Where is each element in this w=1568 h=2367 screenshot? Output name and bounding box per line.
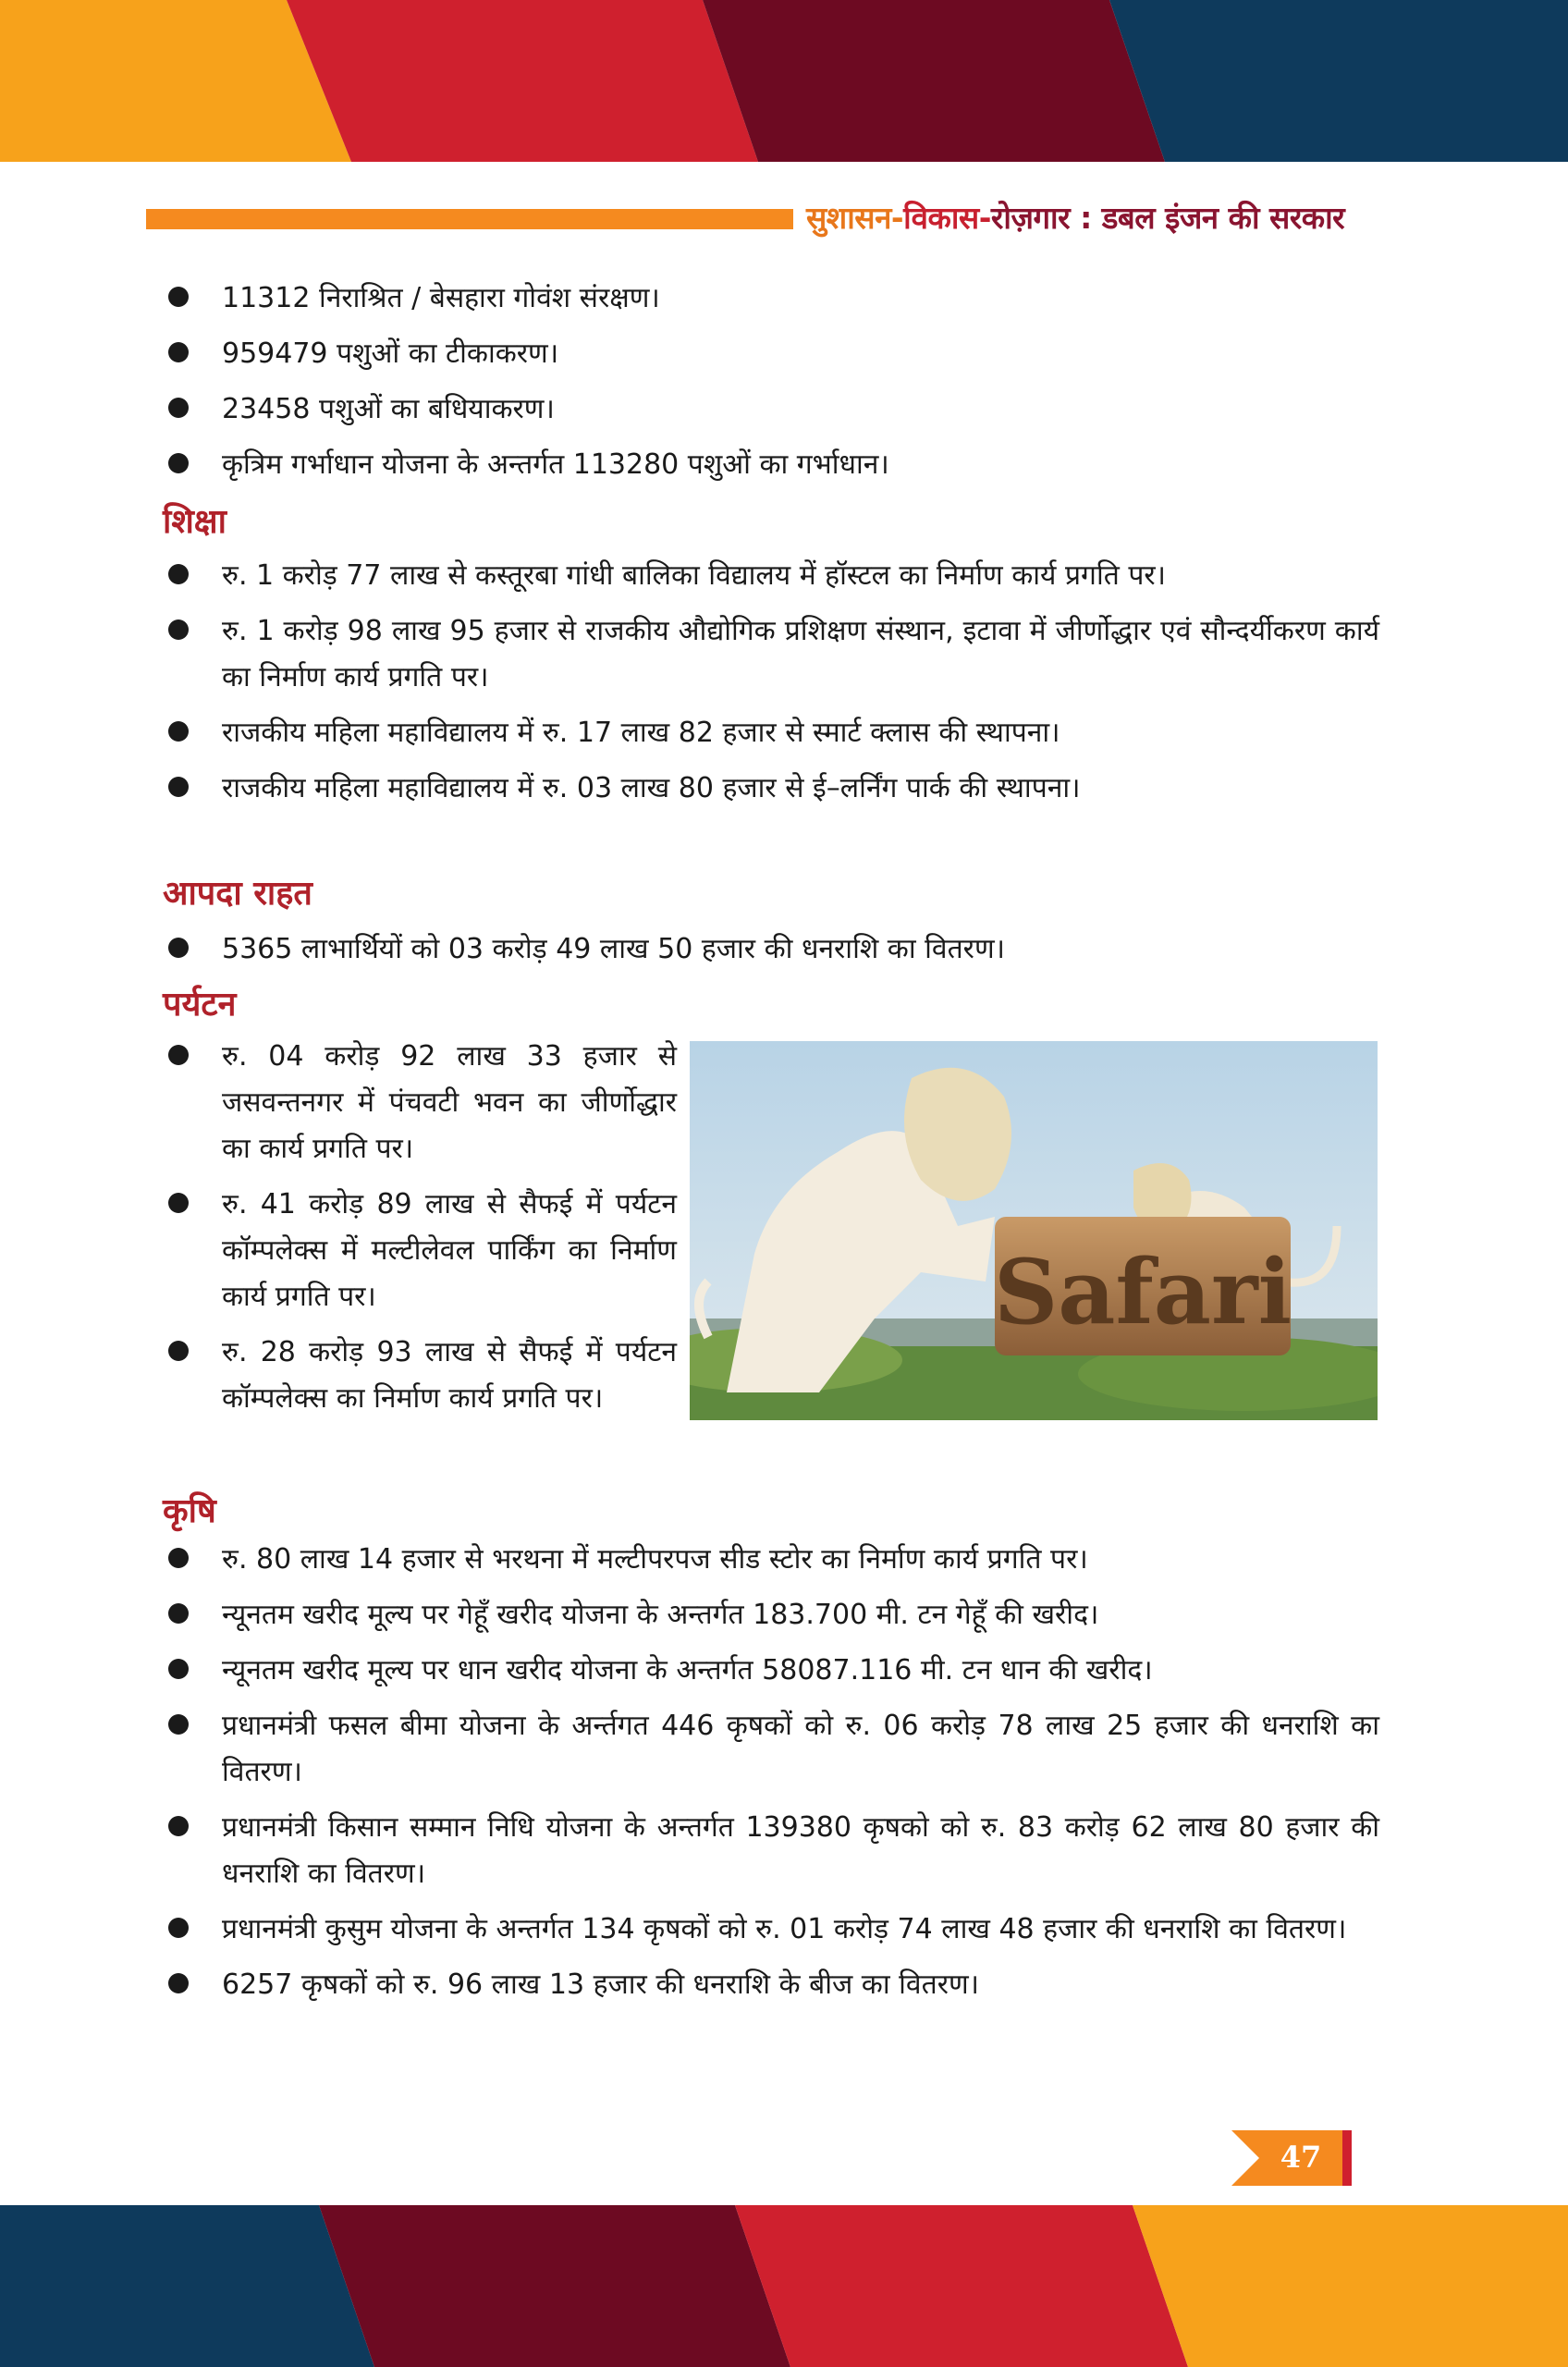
- list-item: रु. 04 करोड़ 92 लाख 33 हजार से जसवन्तनगर में पंचवटी भवन का जीर्णोद्धार का कार्य प्रगति पर।: [163, 1034, 677, 1172]
- list-item: 23458 पशुओं का बधियाकरण।: [163, 386, 1379, 433]
- list-item: रु. 28 करोड़ 93 लाख से सैफई में पर्यटन कॉम्पलेक्स का निर्माण कार्य प्रगति पर।: [163, 1330, 677, 1422]
- section-heading-disaster: आपदा राहत: [163, 875, 312, 913]
- top-color-band: [0, 0, 1568, 162]
- page-header-title: [806, 196, 1352, 238]
- disaster-section: [163, 926, 1379, 982]
- list-item: राजकीय महिला महाविद्यालय में रु. 17 लाख 82 हजार से स्मार्ट क्लास की स्थापना।: [163, 710, 1379, 756]
- list-item: 11312 निराश्रित / बेसहारा गोवंश संरक्षण।: [163, 276, 1379, 322]
- bottom-color-band: [0, 2205, 1568, 2367]
- photo-sign-text: Safari: [993, 1240, 1292, 1344]
- list-item: प्रधानमंत्री किसान सम्मान निधि योजना के अन्तर्गत 139380 कृषको को रु. 83 करोड़ 62 लाख 80 हजार की धनराशि का वितरण।: [163, 1805, 1379, 1897]
- education-section: [163, 553, 1379, 821]
- header-title-part3: रोज़गार : डबल इंजन की सरकार: [990, 200, 1345, 236]
- section-heading-agriculture: कृषि: [163, 1492, 216, 1530]
- list-item: रु. 1 करोड़ 98 लाख 95 हजार से राजकीय औद्योगिक प्रशिक्षण संस्थान, इटावा में जीर्णोद्धार एवं सौन्दर्यीकरण कार्य का निर्माण कार्य प्रगति पर।: [163, 608, 1379, 701]
- list-item: 959479 पशुओं का टीकाकरण।: [163, 331, 1379, 377]
- header-title-part2: विकास-: [903, 200, 991, 236]
- list-item: प्रधानमंत्री कुसुम योजना के अन्तर्गत 134 कृषकों को रु. 01 करोड़ 74 लाख 48 हजार की धनराशि का वितरण।: [163, 1907, 1379, 1953]
- list-item: रु. 41 करोड़ 89 लाख से सैफई में पर्यटन कॉम्पलेक्स में मल्टीलेवल पार्किंग का निर्माण कार्य प्रगति पर।: [163, 1182, 677, 1320]
- list-item: 6257 कृषकों को रु. 96 लाख 13 हजार की धनराशि के बीज का वितरण।: [163, 1962, 1379, 2008]
- list-item: प्रधानमंत्री फसल बीमा योजना के अर्न्तगत 446 कृषकों को रु. 06 करोड़ 78 लाख 25 हजार की धनराशि का वितरण।: [163, 1703, 1379, 1796]
- tourism-section: [163, 1034, 677, 1431]
- list-item: रु. 80 लाख 14 हजार से भरथना में मल्टीपरपज सीड स्टोर का निर्माण कार्य प्रगति पर।: [163, 1537, 1379, 1583]
- section-heading-education: शिक्षा: [163, 503, 227, 541]
- agriculture-section: [163, 1537, 1379, 2017]
- animal-section: [163, 276, 1379, 497]
- page-number: 47: [1280, 2140, 1322, 2175]
- list-item: कृत्रिम गर्भाधान योजना के अन्तर्गत 113280 पशुओं का गर्भाधान।: [163, 442, 1379, 488]
- list-item: रु. 1 करोड़ 77 लाख से कस्तूरबा गांधी बालिका विद्यालय में हॉस्टल का निर्माण कार्य प्रगति पर।: [163, 553, 1379, 599]
- header-title-part1: सुशासन-: [806, 200, 904, 236]
- list-item: 5365 लाभार्थियों को 03 करोड़ 49 लाख 50 हजार की धनराशि का वितरण।: [163, 926, 1379, 973]
- list-item: न्यूनतम खरीद मूल्य पर गेहूँ खरीद योजना के अन्तर्गत 183.700 मी. टन गेहूँ की खरीद।: [163, 1592, 1379, 1638]
- list-item: न्यूनतम खरीद मूल्य पर धान खरीद योजना के अन्तर्गत 58087.116 मी. टन धान की खरीद।: [163, 1648, 1379, 1694]
- tourism-photo-safari: [690, 1041, 1378, 1420]
- list-item: राजकीय महिला महाविद्यालय में रु. 03 लाख 80 हजार से ई–लर्निंग पार्क की स्थापना।: [163, 766, 1379, 812]
- header-rule: [146, 209, 793, 229]
- section-heading-tourism: पर्यटन: [163, 986, 237, 1024]
